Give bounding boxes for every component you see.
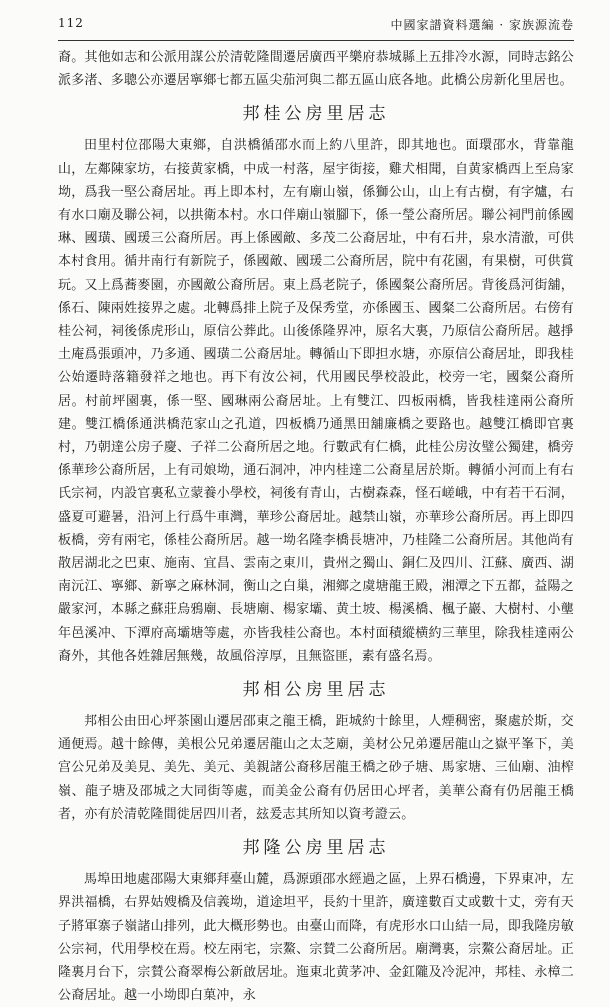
continuation-paragraph: 裔。其他如志和公派用謀公於清乾隆間遷居廣西平樂府恭城縣上五排冷水源，同時志銘公派多渚、多聰公亦遷居寧鄉七都五區尖茄河與二都五區山底各地。此橋公房新化里居也。 <box>58 50 574 89</box>
header-rule <box>58 40 574 41</box>
page-header <box>58 14 574 36</box>
page-body <box>58 46 574 1007</box>
section-paragraph-bangui: 田里村位邵陽大東鄉，自洪橋循邵水而上約八里許，即其地也。面環邵水，背靠龍山，左鄰陳家坊，右接黄家橋，中成一村落，屋宇街接，雞犬相聞，自黄家橋西上至烏家坳，爲我一堅公裔居址。再上即本村，左有廟山嶺，係獅公山，山上有古樹，有字爐，右有水口廟及聯公祠，以拱衛本村。水口伴廟山嶺腳下，係一瑩公裔所居。聯公祠門前係國琳、國璜、國瑗三公裔所居。再上係國敵、多茂二公裔居址，中有石井，泉水清澈，可供本村食用。循井南行有新院子，係國敵、國瑗二公裔所居，院中有花園，有果樹，可供賞玩。又上爲蕎麥園，亦國敵公裔所居。東上爲老院子，係國粲公裔所居。背後爲河街舖，係石、陳兩姓接界之處。北轉爲排上院子及保秀堂，亦係國玉、國粲二公裔所居。右傍有桂公祠，祠後係虎形山，原信公葬此。山後係隆界冲，原名大裏，乃原信公裔所居。越掙土庵爲張頭冲，乃多通、國璜二公裔居址。轉循山下即担水塘，亦原信公裔居址，即我桂公始遷時落籍發祥之地也。再下有汝公祠，代用國民學校設此，校旁一宅，國粲公裔所居。村前坪園裏，係一堅、國琳兩公裔居址。上有雙江、四板兩橋，皆我桂達兩公裔所建。雙江橋係通洪橋范家山之孔道，四板橋乃通黑田舖廉橋之要路也。越雙江橋即官裏村，乃朝達公房子慶、子祥二公裔所居之地。行數武有仁橋，此桂公房汝璧公獨建，橋旁係華珍公裔所居，上有司娘坳，通石洞冲，冲内桂達二公裔星居於斯。轉循小河而上有右氏宗祠，内設官裏私立蒙養小學校，祠後有青山，古樹森森，怪石嵯峨，中有若干石洞，盛夏可避暑，沿河上行爲牛車灣，華珍公裔居址。越禁山嶺，亦華珍公裔所居。再上即四板橋，旁有兩宅，係桂公裔所居。越一坳名隆李橋長塘冲，乃桂隆二公裔所居。其他尚有散居湖北之巴東、施南、宜昌、雲南之東川，貴州之獨山、銅仁及四川、江蘇、廣西、湖南沅江、寧鄉、新寧之麻林洞，衡山之白巢，湘鄉之虞塘龍王殿，湘潭之下五都，益陽之嚴家河，本縣之蘇莊烏鴉廟、長塘廟、楊家壩、黄土坡、楊溪橋、楓子巖、大樹村、小壟年邑溪冲、下潭府高壩塘等處，亦皆我桂公裔也。本村面積縱横約三華里，除我桂達兩公裔外，其他各姓雜居無幾，故風俗淳厚，且無盜匪，素有盛名焉。 <box>58 138 574 664</box>
section-heading-bangxiang: 邦相公房里居志 <box>242 680 390 701</box>
section-heading-bangui: 邦桂公房里居志 <box>242 104 390 125</box>
page-number: 112 <box>58 16 84 30</box>
running-head: 中國家譜資料選編 · 家族源流卷 <box>390 18 574 32</box>
section-paragraph-banglong: 馬埠田地處邵陽大東鄉拜臺山麓，爲源頭邵水經過之區，上界石橋邊，下界東冲，左界洪福橋，右界姑嫂橋及信義坳，道途坦平，長約十里許，廣達數百丈或數十丈，旁有天子將軍寨子嶺諸山排列，此大概形勢也。由臺山而降，有虎形水口山結一局，即我隆房敏公宗祠，代用學校在焉。校左兩宅，宗鰲、宗賛二公裔所居。廟灣裏，宗鰲公裔居址。正隆裏月台下，宗賛公裔翠梅公新啟居址。迤東北黄茅冲、金釭隴及冷泥冲，邦桂、永樟二公裔居址。越一小坳即白菓冲，永 <box>58 872 574 1004</box>
section-heading-banglong: 邦隆公房里居志 <box>242 838 390 859</box>
section-paragraph-bangxiang: 邦相公由田心坪茶園山遷居邵東之龍王橋，距城約十餘里，人煙稠密，聚處於斯，交通便焉。越十餘傳，美根公兄弟遷居龍山之太芝廟，美材公兄弟遷居龍山之嶽平峯下，美宫公兄弟及美見、美先、美元、美親諸公裔移居龍王橋之砂子塘、馬家塘、三仙廟、油榨嶺、龍子塘及邵城之大同街等處，而美金公裔有仍居田心坪者，美華公裔有仍居龍王橋者，亦有於清乾隆間徙居四川者，玆爰志其所知以資考證云。 <box>58 714 574 822</box>
